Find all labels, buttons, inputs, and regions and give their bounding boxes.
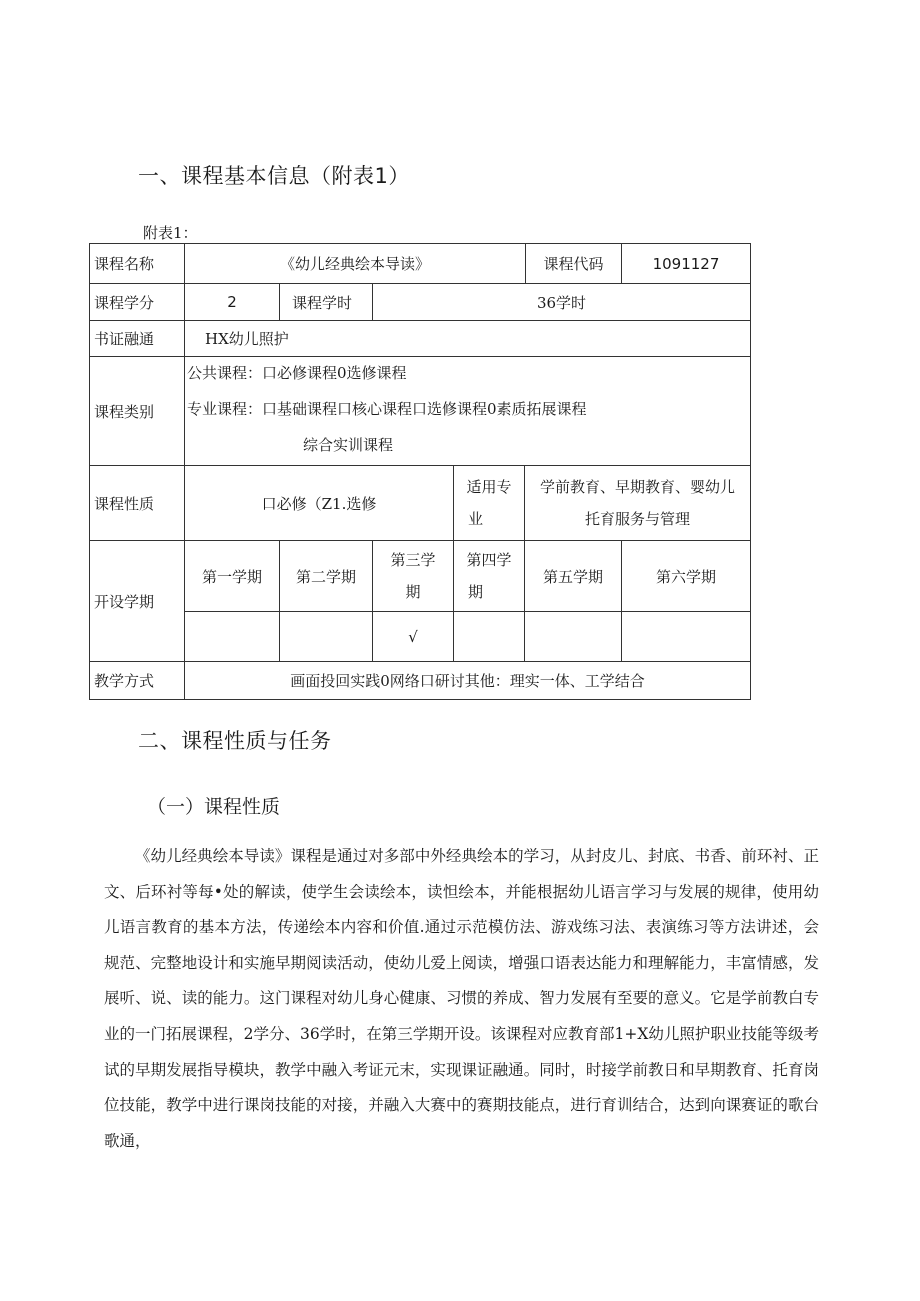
category-value <box>185 357 750 466</box>
category-line-2: 专业课程：口基础课程口核心课程口选修课程0素质拓展课程 <box>187 400 587 418</box>
category-line-1: 公共课程：口必修课程0选修课程 <box>187 364 407 382</box>
hours-label: 课程学时 <box>280 284 373 321</box>
course-info-table <box>89 243 751 700</box>
major-value-line-1: 学前教育、早期教育、婴幼儿 <box>539 478 735 496</box>
semester-5: 第五学期 <box>525 541 622 612</box>
course-code-label: 课程代码 <box>526 244 622 284</box>
cert-label: 书证融通 <box>90 321 185 357</box>
major-value-line-2: 托育服务与管理 <box>584 510 690 528</box>
section-title-basic-info: 一、课程基本信息（附表1） <box>138 164 410 188</box>
nature-value: 口必修（Z1.选修 <box>185 466 454 541</box>
credits-label: 课程学分 <box>90 284 185 321</box>
semester-5-mark <box>525 612 622 662</box>
cert-value: HX幼儿照护 <box>185 321 750 357</box>
course-name-label: 课程名称 <box>90 244 185 284</box>
semester-2-mark <box>280 612 373 662</box>
semester-4 <box>454 541 525 612</box>
semester-4-line-2: 期 <box>468 583 484 601</box>
semester-4-line-1: 第四学 <box>466 551 512 569</box>
subsection-title-nature: （一）课程性质 <box>147 796 281 818</box>
table-caption: 附表1： <box>143 224 198 242</box>
course-name-value: 《幼儿经典绘本导读》 <box>185 244 526 284</box>
semester-2: 第二学期 <box>280 541 373 612</box>
course-nature-paragraph <box>104 839 819 1159</box>
section-title-nature-task: 二、课程性质与任务 <box>138 729 332 753</box>
semester-3 <box>373 541 454 612</box>
nature-label: 课程性质 <box>90 466 185 541</box>
hours-value: 36学时 <box>373 284 750 321</box>
semester-6-mark <box>622 612 750 662</box>
semester-1: 第一学期 <box>185 541 280 612</box>
semester-4-mark <box>454 612 525 662</box>
course-code-value: 1091127 <box>622 244 750 284</box>
major-value <box>525 466 750 541</box>
semester-label: 开设学期 <box>90 541 185 662</box>
semester-3-mark: √ <box>373 612 454 662</box>
credits-value: 2 <box>185 284 280 321</box>
major-label <box>454 466 525 541</box>
method-value: 画面投回实践0网络口研讨其他：理实一体、工学结合 <box>290 672 645 690</box>
category-line-3: 综合实训课程 <box>303 436 394 454</box>
semester-3-line-1: 第三学 <box>390 551 436 569</box>
category-label: 课程类别 <box>90 357 185 466</box>
method-label: 教学方式 <box>90 662 185 699</box>
major-label-line-1: 适用专 <box>466 478 512 496</box>
semester-6: 第六学期 <box>622 541 750 612</box>
semester-3-line-2: 期 <box>405 583 421 601</box>
major-label-line-2: 业 <box>468 510 484 528</box>
semester-1-mark <box>185 612 280 662</box>
paragraph-text: 《幼儿经典绘本导读》课程是通过对多部中外经典绘本的学习，从封皮儿、封底、书香、前环衬、正文、后环衬等每•处的解读，使学生会读绘本，读怛绘本，并能根据幼儿语言学习与发展的规律，使用幼儿语言教育的基本方法，传递绘本内容和价值.通过示范模仿法、游戏练习法、表演练习等方法讲述，会规范、完整地设计和实施早期阅读活动，使幼儿爱上阅读，增强口语表达能力和理解能力，丰富情感，发展听、说、读的能力。这门课程对幼儿身心健康、习惯的养成、智力发展有至要的意义。它是学前教白专业的一门拓展课程，2学分、36学时，在第三学期开设。该课程对应教育部1+X幼儿照护职业技能等级考试的早期发展指导模块，教学中融入考证元末，实现课证融通。同时，时接学前教日和早期教育、托育岗位技能，教学中进行课岗技能的对接，并融入大赛中的赛期技能点，进行育训结合，达到向课赛证的歌台歌通， <box>104 847 819 1150</box>
